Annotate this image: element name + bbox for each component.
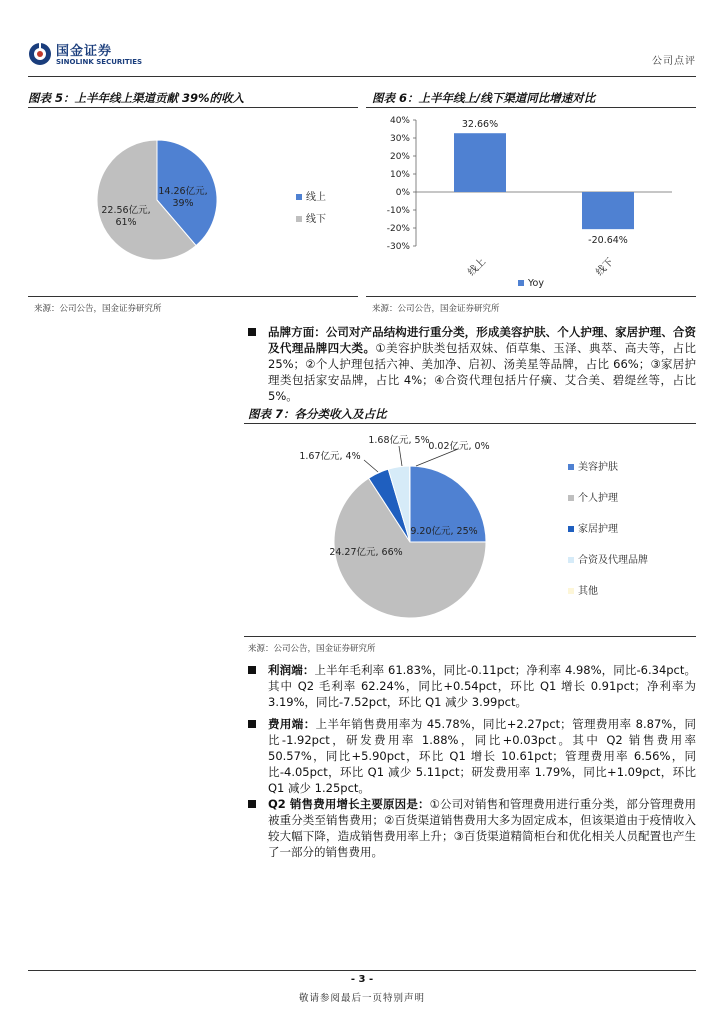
legend-swatch-0 [568,464,574,470]
y-tick-label-2: 20% [389,152,410,162]
legend-swatch-1 [296,216,302,222]
company-logo [28,40,143,70]
legend-label-4: 其他 [578,586,598,597]
figure7-source: 来源：公司公告，国金证券研究所 [248,644,376,654]
pie-data-label-1: 24.27亿元, 66% [329,547,403,558]
bullet-brand [248,324,696,403]
legend-swatch-0 [296,194,302,200]
legend-swatch-4 [568,588,574,594]
bar-data-label-0: 32.66% [461,119,499,131]
pie-data-label-1: 22.56亿元, [101,205,151,216]
footer-divider [28,970,696,971]
figure5-pie-chart [28,110,358,290]
figure7-bottom-rule [244,636,696,637]
pie-data-label-0: 9.20亿元, 25% [410,526,478,537]
bullet-expense-lead: 费用端： [268,717,316,731]
bullet-profit-body: 上半年毛利率 61.83%，同比-0.11pct；净利率 4.98%，同比-6.34pct。其中 Q2 毛利率 62.24%，同比+0.54pct，环比 Q1 增长 0.91pct；净利率为 3.19%，同比-7.52pct，环比 Q1 减少 3.99pct。 [268,663,697,709]
legend-swatch-2 [568,526,574,532]
figure5-bottom-rule [28,296,358,297]
footer-disclaimer: 敬请参阅最后一页特别声明 [298,993,425,1004]
y-tick-label-3: 10% [389,170,410,180]
figure6-bar-chart [366,110,696,294]
legend-swatch-3 [568,557,574,563]
bullet-marker [248,666,256,674]
bullet-brand-lead: 品牌方面：公司对产品结构进行重分类，形成美容护肤、个人护理、家居护理、合资及代理品牌四大类。 [268,325,696,355]
pie-leader-line-3 [399,446,402,466]
pie-data-label-0: 39% [172,198,194,209]
figure6-bottom-rule [366,296,696,297]
pie-data-label-3: 1.68亿元, 5% [368,435,430,446]
figure5-title: 图表 5：上半年线上渠道贡献 39%的收入 [28,91,245,105]
bullet-profit-lead: 利润端： [268,663,315,677]
figure6-title: 图表 6：上半年线上/线下渠道同比增速对比 [372,91,596,105]
pie-data-label-1: 61% [115,217,137,228]
logo-text-en: SINOLINK SECURITIES [56,58,143,66]
bullet-q2-reason-text [268,796,696,860]
figure6-source: 来源：公司公告，国金证券研究所 [372,304,500,314]
x-tick-label-0: 线上 [466,256,489,279]
bullet-q2-reason-lead: Q2 销售费用增长主要原因是： [268,797,430,811]
bar-0 [454,133,506,192]
legend-label-0: 美容护肤 [578,462,618,473]
y-tick-label-6: -20% [386,224,410,234]
figure5-title-rule [28,107,358,108]
y-tick-label-7: -30% [386,242,410,252]
bullet-expense-text [268,716,696,796]
figure7-title: 图表 7：各分类收入及占比 [248,407,387,421]
figure5-source: 来源：公司公告，国金证券研究所 [34,304,162,314]
legend-label-1: 个人护理 [578,493,618,504]
bullet-marker [248,720,256,728]
y-tick-label-4: 0% [395,188,410,198]
bullet-brand-body: ①美容护肤类包括双妹、佰草集、玉泽、典萃、高夫等，占比 25%；②个人护理包括六神、美加净、启初、汤美星等品牌，占比 66%；③家居护理类包括家安品牌，占比 4%；④合资代理包括片仔癀、艾合美、碧缇丝等，占比 5%。 [268,341,696,403]
bullet-expense [248,716,696,795]
page-header [28,38,696,74]
y-tick-label-0: 40% [389,116,410,126]
legend-label-0: 线上 [306,192,326,203]
pie-leader-line-2 [364,460,378,472]
legend-label-2: 家居护理 [578,524,618,535]
legend-label-3: 合资及代理品牌 [578,555,648,566]
y-tick-label-1: 30% [389,134,410,144]
figure6-title-rule [366,107,696,108]
bullet-profit [248,662,696,714]
figure7-pie-chart [244,426,696,632]
bullet-q2-reason-body: ①公司对销售和管理费用进行重分类，部分管理费用被重分类至销售费用；②百货渠道销售费用大多为固定成本，但该渠道由于疫情收入较大幅下降，造成销售费用率上升；③百货渠道精简柜台和优化相关人员配置也产生了一部分的销售费用。 [268,797,697,859]
legend-swatch-yoy [518,280,524,286]
y-tick-label-5: -10% [386,206,410,216]
x-tick-label-1: 线下 [594,256,617,279]
bullet-marker [248,800,256,808]
figure7-title-rule [244,423,696,424]
pie-data-label-2: 1.67亿元, 4% [299,451,361,462]
legend-label-1: 线下 [306,214,326,225]
bullet-expense-body: 上半年销售费用率为 45.78%，同比+2.27pct；管理费用率 8.87%，同比-1.92pct，研发费用率 1.88%，同比+0.03pct。其中 Q2 销售费用率 50.57%，同比+5.90pct，环比 Q1 增长 10.61pct；管理费用率 6.56%，同比-4.05pct，环比 Q1 减少 5.11pct；研发费用率 1.79%，同比+1.09pct，环比 Q1 减少 1.25pct。 [268,717,696,795]
document-type: 公司点评 [652,56,696,67]
legend-label-yoy: Yoy [528,278,544,289]
pie-data-label-0: 14.26亿元, [158,186,208,197]
page-number: - 3 - [350,974,374,985]
header-divider [28,76,696,77]
pie-data-label-4: 0.02亿元, 0% [428,441,490,452]
sinolink-logo-icon [28,42,52,66]
bullet-q2-reason [248,796,696,860]
bar-data-label-1: -20.64% [588,235,628,247]
bullet-profit-text [268,662,696,710]
bullet-brand-text [268,324,696,404]
logo-text-cn: 国金证券 [56,44,113,59]
legend-swatch-1 [568,495,574,501]
bar-1 [582,192,634,229]
bullet-marker [248,328,256,336]
